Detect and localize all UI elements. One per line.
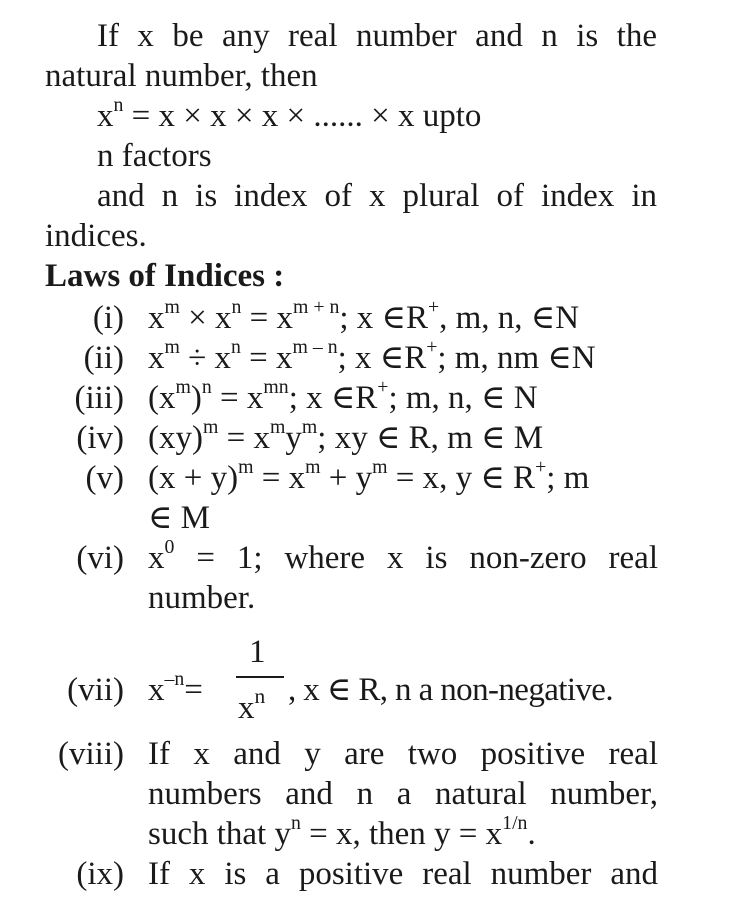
law-ix-line-1: If x is a positive real number and — [148, 856, 658, 892]
law-number-viii: (viii) — [58, 736, 124, 772]
law-number-v: (v) — [85, 460, 124, 496]
law-number-iii: (iii) — [74, 380, 124, 416]
law-number-vii: (vii) — [67, 672, 124, 708]
law-vi: $x^0 = 1$; where x is non-zero real — [148, 536, 658, 576]
law-viii-line-3: such that $y^n = x$, then $y = x^{1/n}$. — [148, 812, 536, 852]
law-vi-continuation: number. — [148, 580, 256, 616]
law-number-iv: (iv) — [76, 420, 124, 456]
law-ii: $x^m \div x^n = x^{m - n}$; x ∈R+; m, nm ∈N — [148, 336, 596, 376]
law-v: $(x + y)^m = x^m + y^m = x$, y ∈ R+; m — [148, 456, 590, 496]
law-iii: $(x^m)^n = x^{mn}$; x ∈R+; m, n, ∈ N — [148, 376, 538, 416]
fraction-denominator: $x^n$ — [238, 684, 266, 726]
intro-line-2: natural number, then — [45, 58, 318, 94]
intro-line-1: If x be any real number and n is the — [97, 18, 657, 54]
intro-formula: $x^n = x \times x \times x$ × ...... × x upto — [97, 94, 482, 134]
intro-line-5: and n is index of x plural of index in — [97, 178, 657, 214]
intro-line-4: n factors — [97, 138, 212, 174]
section-heading: Laws of Indices : — [45, 258, 285, 294]
law-i: $x^m \times x^n = x^{m + n}$; x ∈R+, m, n, ∈N — [148, 296, 580, 336]
law-number-vi: (vi) — [76, 540, 124, 576]
law-viii-line-1: If x and y are two positive real — [148, 736, 658, 772]
law-iv: $(xy)^m = x^my^m$; xy ∈ R, m ∈ M — [148, 416, 544, 456]
intro-line-6: indices. — [45, 218, 147, 254]
law-v-continuation: ∈ M — [148, 500, 211, 536]
law-number-i: (i) — [92, 300, 124, 336]
law-number-ix: (ix) — [76, 856, 124, 892]
fraction-bar — [236, 676, 284, 678]
law-vii-lhs: $x^{-n}=$ — [148, 668, 203, 708]
fraction-numerator: 1 — [249, 634, 266, 670]
law-viii-line-2: numbers and n a natural number, — [148, 776, 658, 812]
law-number-ii: (ii) — [83, 340, 124, 376]
law-vii-tail: , x ∈ R, n a non-negative. — [288, 672, 614, 708]
